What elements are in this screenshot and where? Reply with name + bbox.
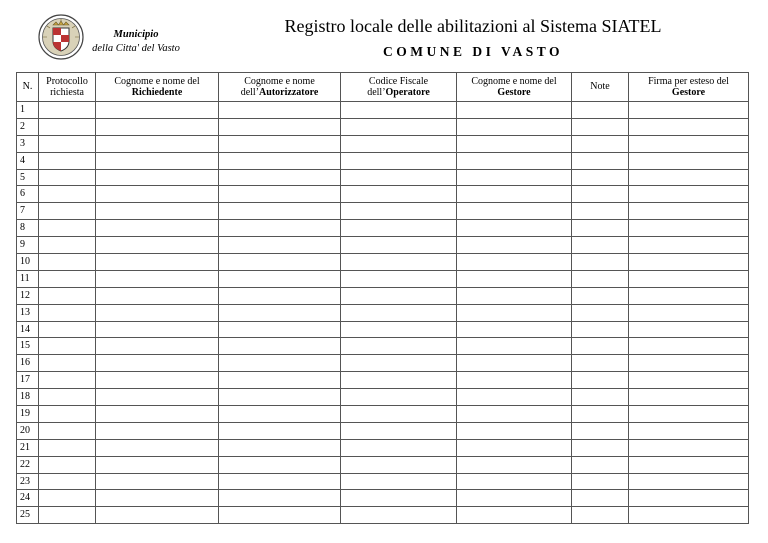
cell-signature[interactable] [629, 490, 749, 507]
cell-operator[interactable] [341, 439, 457, 456]
row-number: 4 [17, 152, 39, 169]
cell-protocol[interactable] [39, 321, 96, 338]
cell-manager[interactable] [457, 422, 572, 439]
cell-manager[interactable] [457, 507, 572, 524]
cell-signature[interactable] [629, 270, 749, 287]
cell-signature[interactable] [629, 254, 749, 271]
table-row [17, 456, 749, 473]
table-row [17, 321, 749, 338]
cell-notes[interactable] [572, 203, 629, 220]
cell-authorizer[interactable] [219, 321, 341, 338]
cell-applicant[interactable] [96, 507, 219, 524]
cell-applicant[interactable] [96, 135, 219, 152]
cell-protocol[interactable] [39, 456, 96, 473]
row-number: 23 [17, 473, 39, 490]
cell-protocol[interactable] [39, 473, 96, 490]
cell-manager[interactable] [457, 338, 572, 355]
cell-authorizer[interactable] [219, 169, 341, 186]
table-header-row [17, 73, 749, 102]
table-row [17, 287, 749, 304]
cell-authorizer[interactable] [219, 203, 341, 220]
cell-notes[interactable] [572, 507, 629, 524]
cell-applicant[interactable] [96, 338, 219, 355]
municipio-line2: della Citta' del Vasto [92, 43, 180, 54]
col-applicant-header [96, 73, 219, 102]
row-number: 12 [17, 287, 39, 304]
col-applicant-line1: Cognome e nome del [114, 75, 200, 87]
table-body [17, 102, 749, 524]
cell-signature[interactable] [629, 422, 749, 439]
cell-operator[interactable] [341, 152, 457, 169]
col-operator-prefix: dell’ [367, 87, 386, 98]
cell-manager[interactable] [457, 254, 572, 271]
cell-applicant[interactable] [96, 473, 219, 490]
cell-manager[interactable] [457, 152, 572, 169]
col-operator-line2: Operatore [385, 87, 430, 98]
cell-protocol[interactable] [39, 118, 96, 135]
cell-signature[interactable] [629, 507, 749, 524]
cell-authorizer[interactable] [219, 439, 341, 456]
col-applicant-line2: Richiedente [131, 87, 183, 98]
table-row [17, 439, 749, 456]
col-protocol-line1: Protocollo [46, 75, 88, 87]
row-number: 18 [17, 389, 39, 406]
cell-signature[interactable] [629, 372, 749, 389]
cell-authorizer[interactable] [219, 422, 341, 439]
cell-applicant[interactable] [96, 203, 219, 220]
row-number: 17 [17, 372, 39, 389]
row-number: 21 [17, 439, 39, 456]
cell-applicant[interactable] [96, 220, 219, 237]
cell-applicant[interactable] [96, 372, 219, 389]
col-protocol-line2: richiesta [50, 87, 84, 98]
cell-notes[interactable] [572, 355, 629, 372]
cell-signature[interactable] [629, 186, 749, 203]
cell-applicant[interactable] [96, 287, 219, 304]
cell-notes[interactable] [572, 304, 629, 321]
cell-protocol[interactable] [39, 169, 96, 186]
col-signature-line1: Firma per esteso del [648, 75, 729, 87]
cell-manager[interactable] [457, 321, 572, 338]
cell-signature[interactable] [629, 237, 749, 254]
row-number: 19 [17, 406, 39, 423]
cell-protocol[interactable] [39, 186, 96, 203]
cell-manager[interactable] [457, 118, 572, 135]
cell-authorizer[interactable] [219, 102, 341, 119]
row-number: 10 [17, 254, 39, 271]
cell-notes[interactable] [572, 135, 629, 152]
table-row [17, 406, 749, 423]
table-row [17, 237, 749, 254]
cell-operator[interactable] [341, 118, 457, 135]
cell-manager[interactable] [457, 406, 572, 423]
cell-signature[interactable] [629, 287, 749, 304]
cell-signature[interactable] [629, 203, 749, 220]
cell-signature[interactable] [629, 355, 749, 372]
cell-protocol[interactable] [39, 270, 96, 287]
row-number: 8 [17, 220, 39, 237]
cell-authorizer[interactable] [219, 118, 341, 135]
cell-applicant[interactable] [96, 439, 219, 456]
cell-protocol[interactable] [39, 422, 96, 439]
col-authorizer-prefix: dell’ [240, 87, 260, 98]
cell-notes[interactable] [572, 220, 629, 237]
cell-operator[interactable] [341, 406, 457, 423]
cell-operator[interactable] [341, 389, 457, 406]
row-number: 6 [17, 186, 39, 203]
cell-signature[interactable] [629, 389, 749, 406]
cell-authorizer[interactable] [219, 287, 341, 304]
cell-manager[interactable] [457, 270, 572, 287]
row-number: 25 [17, 507, 39, 524]
cell-manager[interactable] [457, 389, 572, 406]
cell-applicant[interactable] [96, 237, 219, 254]
cell-manager[interactable] [457, 169, 572, 186]
table-row [17, 186, 749, 203]
cell-applicant[interactable] [96, 152, 219, 169]
cell-protocol[interactable] [39, 507, 96, 524]
cell-notes[interactable] [572, 152, 629, 169]
cell-authorizer[interactable] [219, 270, 341, 287]
cell-authorizer[interactable] [219, 490, 341, 507]
cell-protocol[interactable] [39, 389, 96, 406]
cell-manager[interactable] [457, 372, 572, 389]
cell-applicant[interactable] [96, 102, 219, 119]
row-number: 24 [17, 490, 39, 507]
table-row [17, 304, 749, 321]
cell-manager[interactable] [457, 102, 572, 119]
cell-manager[interactable] [457, 135, 572, 152]
cell-manager[interactable] [457, 439, 572, 456]
col-authorizer-header [219, 73, 341, 102]
cell-manager[interactable] [457, 186, 572, 203]
row-number: 20 [17, 422, 39, 439]
col-notes-label: Note [590, 81, 610, 93]
cell-protocol[interactable] [39, 135, 96, 152]
table-row [17, 338, 749, 355]
cell-applicant[interactable] [96, 169, 219, 186]
cell-notes[interactable] [572, 287, 629, 304]
cell-operator[interactable] [341, 490, 457, 507]
cell-signature[interactable] [629, 102, 749, 119]
cell-authorizer[interactable] [219, 237, 341, 254]
municipality-label [84, 28, 188, 56]
cell-notes[interactable] [572, 422, 629, 439]
table-row [17, 507, 749, 524]
cell-protocol[interactable] [39, 287, 96, 304]
cell-applicant[interactable] [96, 406, 219, 423]
cell-manager[interactable] [457, 287, 572, 304]
cell-protocol[interactable] [39, 439, 96, 456]
table-row [17, 254, 749, 271]
table-row [17, 473, 749, 490]
cell-signature[interactable] [629, 169, 749, 186]
cell-operator[interactable] [341, 287, 457, 304]
cell-manager[interactable] [457, 456, 572, 473]
table-row [17, 102, 749, 119]
cell-operator[interactable] [341, 270, 457, 287]
cell-operator[interactable] [341, 203, 457, 220]
cell-authorizer[interactable] [219, 186, 341, 203]
cell-signature[interactable] [629, 456, 749, 473]
col-signature-line2: Gestore [671, 87, 706, 98]
cell-protocol[interactable] [39, 490, 96, 507]
table-row [17, 372, 749, 389]
cell-protocol[interactable] [39, 237, 96, 254]
table-row [17, 118, 749, 135]
cell-protocol[interactable] [39, 152, 96, 169]
cell-authorizer[interactable] [219, 355, 341, 372]
cell-operator[interactable] [341, 254, 457, 271]
cell-notes[interactable] [572, 237, 629, 254]
table-row [17, 135, 749, 152]
municipio-line1: Municipio [113, 29, 159, 40]
cell-signature[interactable] [629, 406, 749, 423]
cell-applicant[interactable] [96, 304, 219, 321]
table-row [17, 422, 749, 439]
row-number: 11 [17, 270, 39, 287]
row-number: 3 [17, 135, 39, 152]
col-manager-header [457, 73, 572, 102]
cell-operator[interactable] [341, 220, 457, 237]
row-number: 1 [17, 102, 39, 119]
row-number: 22 [17, 456, 39, 473]
cell-operator[interactable] [341, 422, 457, 439]
cell-notes[interactable] [572, 490, 629, 507]
cell-signature[interactable] [629, 152, 749, 169]
cell-authorizer[interactable] [219, 507, 341, 524]
row-number: 13 [17, 304, 39, 321]
cell-authorizer[interactable] [219, 372, 341, 389]
cell-operator[interactable] [341, 456, 457, 473]
page-subtitle: COMUNE DI VASTO [382, 44, 564, 59]
col-number-header [17, 73, 39, 102]
cell-operator[interactable] [341, 102, 457, 119]
cell-signature[interactable] [629, 439, 749, 456]
table-row [17, 152, 749, 169]
cell-notes[interactable] [572, 254, 629, 271]
cell-operator[interactable] [341, 304, 457, 321]
col-operator-header [341, 73, 457, 102]
municipal-seal-icon [38, 14, 84, 60]
cell-operator[interactable] [341, 473, 457, 490]
cell-authorizer[interactable] [219, 304, 341, 321]
cell-protocol[interactable] [39, 355, 96, 372]
cell-applicant[interactable] [96, 118, 219, 135]
cell-authorizer[interactable] [219, 406, 341, 423]
cell-authorizer[interactable] [219, 473, 341, 490]
cell-notes[interactable] [572, 456, 629, 473]
cell-applicant[interactable] [96, 490, 219, 507]
cell-authorizer[interactable] [219, 338, 341, 355]
table-row [17, 270, 749, 287]
cell-applicant[interactable] [96, 456, 219, 473]
cell-protocol[interactable] [39, 304, 96, 321]
table-row [17, 490, 749, 507]
cell-signature[interactable] [629, 473, 749, 490]
col-signature-header [629, 73, 749, 102]
col-operator-line1: Codice Fiscale [368, 75, 429, 87]
cell-operator[interactable] [341, 372, 457, 389]
cell-operator[interactable] [341, 169, 457, 186]
cell-applicant[interactable] [96, 422, 219, 439]
cell-notes[interactable] [572, 118, 629, 135]
col-manager-line2: Gestore [497, 87, 531, 98]
cell-protocol[interactable] [39, 102, 96, 119]
cell-authorizer[interactable] [219, 389, 341, 406]
col-protocol-header [39, 73, 96, 102]
cell-signature[interactable] [629, 135, 749, 152]
cell-signature[interactable] [629, 118, 749, 135]
col-authorizer-line2: Autorizzatore [259, 87, 319, 98]
table-row [17, 169, 749, 186]
cell-manager[interactable] [457, 237, 572, 254]
col-authorizer-line1: Cognome e nome [244, 75, 315, 87]
row-number: 16 [17, 355, 39, 372]
row-number: 2 [17, 118, 39, 135]
cell-authorizer[interactable] [219, 220, 341, 237]
cell-protocol[interactable] [39, 338, 96, 355]
row-number: 5 [17, 169, 39, 186]
cell-protocol[interactable] [39, 220, 96, 237]
cell-operator[interactable] [341, 135, 457, 152]
row-number: 15 [17, 338, 39, 355]
cell-authorizer[interactable] [219, 456, 341, 473]
cell-notes[interactable] [572, 406, 629, 423]
cell-operator[interactable] [341, 321, 457, 338]
row-number: 9 [17, 237, 39, 254]
cell-protocol[interactable] [39, 254, 96, 271]
cell-manager[interactable] [457, 203, 572, 220]
cell-applicant[interactable] [96, 270, 219, 287]
cell-notes[interactable] [572, 169, 629, 186]
cell-notes[interactable] [572, 338, 629, 355]
cell-operator[interactable] [341, 507, 457, 524]
table-row [17, 355, 749, 372]
cell-manager[interactable] [457, 490, 572, 507]
cell-operator[interactable] [341, 186, 457, 203]
cell-operator[interactable] [341, 355, 457, 372]
cell-signature[interactable] [629, 304, 749, 321]
cell-manager[interactable] [457, 304, 572, 321]
cell-applicant[interactable] [96, 321, 219, 338]
cell-applicant[interactable] [96, 254, 219, 271]
cell-signature[interactable] [629, 321, 749, 338]
col-number-label: N. [22, 81, 33, 93]
cell-notes[interactable] [572, 102, 629, 119]
cell-manager[interactable] [457, 220, 572, 237]
cell-applicant[interactable] [96, 186, 219, 203]
cell-authorizer[interactable] [219, 152, 341, 169]
cell-notes[interactable] [572, 372, 629, 389]
cell-protocol[interactable] [39, 203, 96, 220]
cell-notes[interactable] [572, 439, 629, 456]
cell-notes[interactable] [572, 270, 629, 287]
row-number: 14 [17, 321, 39, 338]
col-notes-header [572, 73, 629, 102]
page-title: Registro locale delle abilitazioni al Sistema SIATEL [284, 16, 662, 36]
cell-signature[interactable] [629, 220, 749, 237]
cell-notes[interactable] [572, 186, 629, 203]
cell-notes[interactable] [572, 473, 629, 490]
table-row [17, 389, 749, 406]
cell-notes[interactable] [572, 389, 629, 406]
table-row [17, 203, 749, 220]
cell-manager[interactable] [457, 355, 572, 372]
cell-protocol[interactable] [39, 406, 96, 423]
cell-authorizer[interactable] [219, 135, 341, 152]
cell-protocol[interactable] [39, 372, 96, 389]
cell-operator[interactable] [341, 237, 457, 254]
cell-notes[interactable] [572, 321, 629, 338]
cell-applicant[interactable] [96, 355, 219, 372]
cell-manager[interactable] [457, 473, 572, 490]
cell-operator[interactable] [341, 338, 457, 355]
registry-table [16, 72, 749, 524]
row-number: 7 [17, 203, 39, 220]
cell-applicant[interactable] [96, 389, 219, 406]
cell-authorizer[interactable] [219, 254, 341, 271]
col-manager-line1: Cognome e nome del [471, 75, 557, 87]
cell-signature[interactable] [629, 338, 749, 355]
table-row [17, 220, 749, 237]
